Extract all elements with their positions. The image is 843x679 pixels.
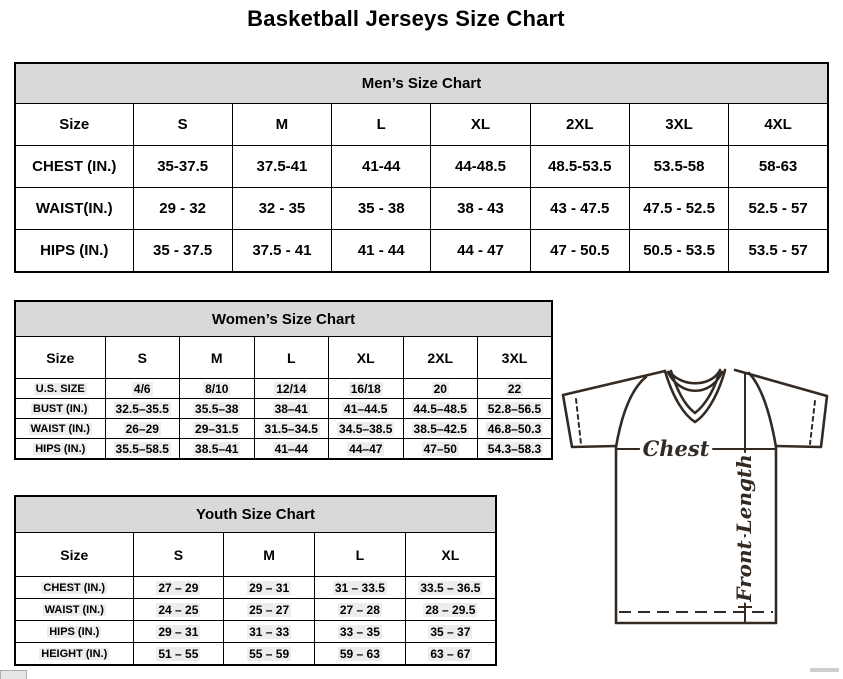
mens-table-row	[15, 188, 828, 230]
shaded-text: 38.5–42.5	[413, 421, 467, 436]
youth-cell	[224, 643, 315, 666]
mens-cell: 37.5 - 41	[232, 230, 331, 273]
womens-cell	[403, 419, 478, 439]
youth-size-table	[14, 495, 497, 666]
shaded-text: 51 – 55	[158, 646, 199, 661]
shaded-text: 35.5–58.5	[115, 441, 169, 456]
youth-table-row	[15, 599, 496, 621]
womens-row-label	[15, 439, 105, 460]
womens-table-title: Women’s Size Chart	[15, 301, 552, 337]
womens-cell	[478, 379, 553, 399]
shaded-text: 31 – 33	[249, 624, 290, 639]
mens-col-header-m: M	[232, 104, 331, 146]
mens-cell: 44 - 47	[431, 230, 530, 273]
ui-fragment-bottom-right	[810, 668, 839, 672]
womens-row-label	[15, 399, 105, 419]
mens-cell: 53.5-58	[629, 146, 728, 188]
youth-table-row	[15, 577, 496, 599]
youth-row-label	[15, 599, 133, 621]
shaded-text: 32.5–35.5	[115, 401, 169, 416]
mens-cell: 29 - 32	[133, 188, 232, 230]
shaded-text: 8/10	[205, 381, 229, 396]
shaded-text: 59 – 63	[339, 646, 380, 661]
womens-table-row	[15, 399, 552, 419]
womens-cell	[403, 379, 478, 399]
womens-size-table	[14, 300, 553, 460]
womens-cell	[403, 439, 478, 460]
womens-cell	[478, 419, 553, 439]
mens-col-header-xl: XL	[431, 104, 530, 146]
mens-cell: 50.5 - 53.5	[629, 230, 728, 273]
shaded-text: CHEST (IN.)	[43, 581, 106, 594]
mens-cell: 48.5-53.5	[530, 146, 629, 188]
shaded-text: BUST (IN.)	[33, 402, 88, 415]
womens-table-row	[15, 439, 552, 460]
womens-cell	[254, 379, 329, 399]
shaded-text: 29 – 31	[249, 580, 290, 595]
womens-cell	[329, 439, 404, 460]
womens-cell	[105, 399, 180, 419]
youth-cell	[405, 643, 496, 666]
front-length-label: Front Length	[732, 454, 756, 602]
youth-row-label	[15, 621, 133, 643]
shaded-text: 24 – 25	[158, 602, 199, 617]
womens-cell	[105, 379, 180, 399]
mens-cell: 58-63	[729, 146, 828, 188]
shaded-text: 44.5–48.5	[413, 401, 467, 416]
womens-cell	[180, 419, 255, 439]
shaded-text: 31 – 33.5	[334, 580, 385, 595]
womens-col-header-s: S	[105, 337, 180, 379]
youth-cell	[224, 577, 315, 599]
womens-row-label	[15, 419, 105, 439]
mens-cell: 52.5 - 57	[729, 188, 828, 230]
youth-cell	[224, 599, 315, 621]
mens-cell: 47 - 50.5	[530, 230, 629, 273]
shaded-text: 41–44	[274, 441, 308, 456]
youth-cell	[133, 599, 224, 621]
youth-col-header-xl: XL	[405, 533, 496, 577]
shaded-text: 26–29	[125, 421, 159, 436]
womens-table-row	[15, 419, 552, 439]
mens-col-header-l: L	[332, 104, 431, 146]
mens-col-header-3xl: 3XL	[629, 104, 728, 146]
womens-cell	[105, 419, 180, 439]
womens-cell	[254, 419, 329, 439]
mens-cell: 32 - 35	[232, 188, 331, 230]
mens-cell: 43 - 47.5	[530, 188, 629, 230]
youth-table-row	[15, 621, 496, 643]
womens-cell	[105, 439, 180, 460]
mens-cell: 41-44	[332, 146, 431, 188]
youth-cell	[133, 643, 224, 666]
jersey-measurement-diagram	[558, 360, 838, 640]
mens-corner-header: Size	[15, 104, 133, 146]
womens-cell	[180, 399, 255, 419]
mens-table-title: Men’s Size Chart	[15, 63, 828, 104]
shaded-text: U.S. SIZE	[35, 382, 85, 395]
shaded-text: 63 – 67	[430, 646, 471, 661]
shaded-text: 38–41	[274, 401, 308, 416]
womens-cell	[478, 399, 553, 419]
mens-col-header-2xl: 2XL	[530, 104, 629, 146]
shaded-text: 33 – 35	[339, 624, 380, 639]
mens-size-table	[14, 62, 829, 273]
shaded-text: HIPS (IN.)	[49, 625, 100, 638]
youth-table-row	[15, 643, 496, 666]
youth-col-header-s: S	[133, 533, 224, 577]
shaded-text: 27 – 28	[339, 602, 380, 617]
shaded-text: 29–31.5	[195, 421, 239, 436]
shaded-text: 4/6	[133, 381, 151, 396]
womens-corner-header: Size	[15, 337, 105, 379]
youth-cell	[315, 577, 406, 599]
youth-cell	[405, 577, 496, 599]
shaded-text: 16/18	[350, 381, 381, 396]
shaded-text: 31.5–34.5	[264, 421, 318, 436]
womens-cell	[329, 379, 404, 399]
shaded-text: 33.5 – 36.5	[420, 580, 481, 595]
youth-cell	[315, 643, 406, 666]
womens-row-label	[15, 379, 105, 399]
mens-col-header-4xl: 4XL	[729, 104, 828, 146]
womens-cell	[180, 439, 255, 460]
womens-col-header-3xl: 3XL	[478, 337, 553, 379]
youth-cell	[133, 577, 224, 599]
womens-cell	[254, 439, 329, 460]
womens-col-header-2xl: 2XL	[403, 337, 478, 379]
shaded-text: WAIST (IN.)	[30, 422, 90, 435]
shaded-text: 44–47	[349, 441, 383, 456]
womens-col-header-l: L	[254, 337, 329, 379]
shaded-text: 22	[507, 381, 522, 396]
shaded-text: 46.8–50.3	[487, 421, 542, 436]
youth-cell	[224, 621, 315, 643]
shaded-text: 27 – 29	[158, 580, 199, 595]
youth-corner-header: Size	[15, 533, 133, 577]
mens-cell: 38 - 43	[431, 188, 530, 230]
womens-col-header-m: M	[180, 337, 255, 379]
youth-cell	[133, 621, 224, 643]
youth-row-label	[15, 643, 133, 666]
mens-row-label: WAIST(IN.)	[15, 188, 133, 230]
shaded-text: 35.5–38	[195, 401, 239, 416]
shaded-text: 25 – 27	[249, 602, 290, 617]
shaded-text: 52.8–56.5	[487, 401, 542, 416]
mens-table-row	[15, 146, 828, 188]
shaded-text: HIPS (IN.)	[35, 442, 86, 455]
youth-col-header-l: L	[315, 533, 406, 577]
youth-cell	[405, 599, 496, 621]
page-title: Basketball Jerseys Size Chart	[247, 6, 565, 31]
ui-fragment-bottom-left	[0, 670, 27, 679]
mens-cell: 47.5 - 52.5	[629, 188, 728, 230]
youth-cell	[405, 621, 496, 643]
mens-cell: 41 - 44	[332, 230, 431, 273]
shaded-text: 29 – 31	[158, 624, 199, 639]
mens-cell: 35 - 38	[332, 188, 431, 230]
mens-row-label: CHEST (IN.)	[15, 146, 133, 188]
youth-cell	[315, 621, 406, 643]
womens-cell	[329, 419, 404, 439]
shaded-text: 55 – 59	[249, 646, 290, 661]
shaded-text: 12/14	[276, 381, 307, 396]
youth-cell	[315, 599, 406, 621]
mens-table-row	[15, 230, 828, 273]
shaded-text: 35 – 37	[430, 624, 471, 639]
shaded-text: 34.5–38.5	[339, 421, 393, 436]
womens-cell	[329, 399, 404, 419]
shaded-text: 20	[433, 381, 447, 396]
mens-col-header-s: S	[133, 104, 232, 146]
shaded-text: 54.3–58.3	[487, 441, 542, 456]
shaded-text: 38.5–41	[195, 441, 239, 456]
youth-row-label	[15, 577, 133, 599]
mens-cell: 35-37.5	[133, 146, 232, 188]
chest-label: Chest	[642, 436, 710, 461]
shaded-text: 41–44.5	[344, 401, 388, 416]
mens-cell: 37.5-41	[232, 146, 331, 188]
shaded-text: 28 – 29.5	[425, 602, 476, 617]
mens-cell: 35 - 37.5	[133, 230, 232, 273]
womens-cell	[403, 399, 478, 419]
mens-row-label: HIPS (IN.)	[15, 230, 133, 273]
mens-cell: 53.5 - 57	[729, 230, 828, 273]
youth-col-header-m: M	[224, 533, 315, 577]
womens-table-row	[15, 379, 552, 399]
mens-cell: 44-48.5	[431, 146, 530, 188]
womens-col-header-xl: XL	[329, 337, 404, 379]
shaded-text: HEIGHT (IN.)	[41, 647, 108, 660]
shaded-text: 47–50	[423, 441, 457, 456]
youth-table-title: Youth Size Chart	[15, 496, 496, 533]
womens-cell	[254, 399, 329, 419]
womens-cell	[180, 379, 255, 399]
womens-cell	[478, 439, 553, 460]
shaded-text: WAIST (IN.)	[44, 603, 104, 616]
jersey-outline	[563, 370, 827, 623]
